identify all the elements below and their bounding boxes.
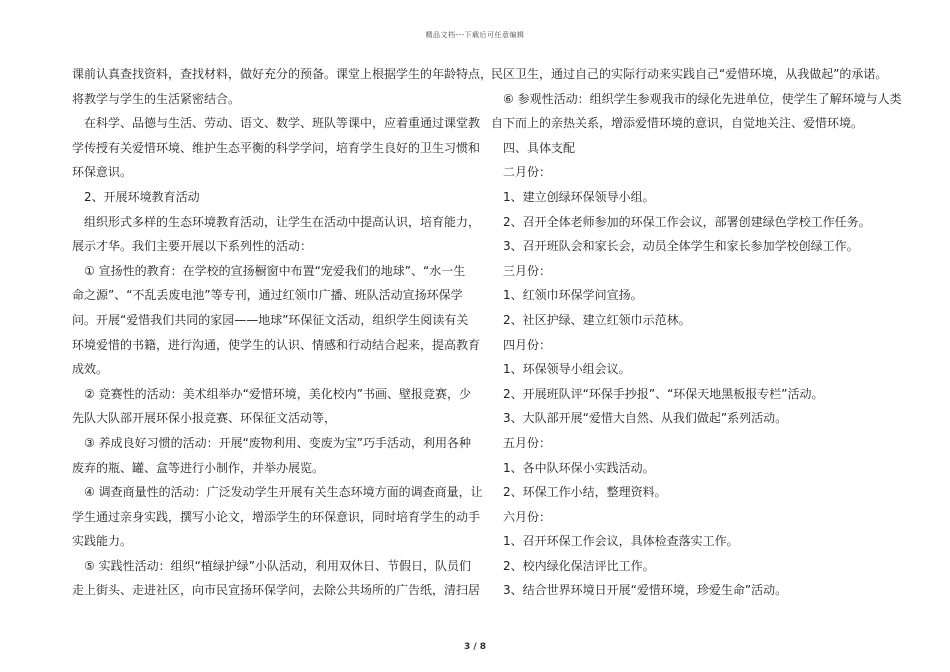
month-heading: 二月份： [491,165,552,180]
text-line: 2、校内绿化保洁评比工作。 [491,558,655,573]
text-line: 先队大队部开展环保小报竞赛、环保征文活动等， [72,411,337,426]
text-line: 2、环保工作小结，整理资料。 [491,485,667,500]
page-number: 3 / 8 [463,642,487,652]
text-line: 3、大队部开展“爱惜大自然、从我们做起”系列活动。 [491,411,788,426]
text-line: 2、召开全体老师参加的环保工作会议，部署创建绿色学校工作任务。 [491,214,871,229]
text-line: 将教学与学生的生活紧密结合。 [72,91,241,106]
section-heading: 四、具体支配 [491,140,576,155]
text-line: 环境爱惜的书籍，进行沟通，使学生的认识、情感和行动结合起来，提高教育 [72,337,481,352]
text-line: ② 竞赛性的活动：美术组举办“爱惜环境，美化校内”书画、壁报竞赛，少 [72,386,472,401]
text-line: ③ 养成良好习惯的活动：开展“废物利用、变废为宝”巧手活动，利用各种 [72,435,472,450]
section-heading: 2、开展环境教育活动 [72,189,200,204]
left-column [72,62,493,603]
text-line: 1、红领巾环保学问宣扬。 [491,288,643,303]
text-line: 在科学、品德与生活、劳动、语文、数学、班队等课中，应着重通过课堂教 [72,116,481,131]
text-line: 组织形式多样的生态环境教育活动，让学生在活动中提高认识，培育能力， [72,214,481,229]
text-line: ⑥ 参观性活动：组织学生参观我市的绿化先进单位，使学生了解环境与人类 [491,91,902,106]
text-line: 自下而上的亲热关系，增添爱惜环境的意识，自觉地关注、爱惜环境。 [491,116,864,131]
text-line: 命之源”、“不乱丢废电池”等专刊，通过红领巾广播、班队活动宣扬环保学 [72,288,463,303]
text-line: 废弃的瓶、罐、盒等进行小制作，并举办展览。 [72,460,325,475]
page-header: 精品文档---下载后可任意编辑 [425,31,525,39]
text-line: 民区卫生，通过自己的实际行动来实践自己“爱惜环境，从我做起”的承诺。 [491,67,888,81]
text-line: 学传授有关爱惜环境、维护生态平衡的科学学问，培育学生良好的卫生习惯和 [72,140,481,155]
text-line: 课前认真查找资料，查找材料，做好充分的预备。课堂上根据学生的年龄特点， [72,67,493,81]
text-line: 展示才华。我们主要开展以下系列性的活动： [72,239,313,254]
text-line: 走上街头、走进社区，向市民宣扬环保学问，去除公共场所的广告纸，清扫居 [72,583,481,598]
text-line: ④ 调查商量性的活动：广泛发动学生开展有关生态环境方面的调查商量，让 [72,485,483,500]
month-heading: 四月份： [491,337,552,352]
text-line: 3、召开班队会和家长会，动员全体学生和家长参加学校创绿工作。 [491,239,859,254]
text-line: 环保意识。 [72,165,133,180]
text-line: 实践能力。 [72,534,133,549]
text-line: ⑤ 实践性活动：组织“植绿护绿”小队活动，利用双休日、节假日，队员们 [72,558,472,573]
text-line: 1、建立创绿环保领导小组。 [491,189,655,204]
text-line: 成效。 [72,362,109,377]
text-line: 1、召开环保工作会议，具体检查落实工作。 [491,534,739,549]
month-heading: 六月份： [491,509,552,524]
month-heading: 三月份： [491,263,552,278]
text-line: 1、环保领导小组会议。 [491,362,631,377]
text-line: 学生通过亲身实践，撰写小论文，增添学生的环保意识，同时培育学生的动手 [72,509,481,524]
right-column [491,62,902,603]
text-line: 问。开展“爱惜我们共同的家园——地球”环保征文活动，组织学生阅读有关 [72,312,469,327]
text-line: ① 宣扬性的教育：在学校的宣扬橱窗中布置“宠爱我们的地球”、“水一生 [72,263,466,278]
text-line: 3、结合世界环境日开展“爱惜环境，珍爱生命”活动。 [491,583,788,598]
text-line: 1、各中队环保小实践活动。 [491,460,655,475]
text-line: 2、开展班队评“环保手抄报”、“环保天地黑板报专栏”活动。 [491,386,824,401]
month-heading: 五月份： [491,435,552,450]
text-line: 2、社区护绿、建立红领巾示范林。 [491,312,691,327]
